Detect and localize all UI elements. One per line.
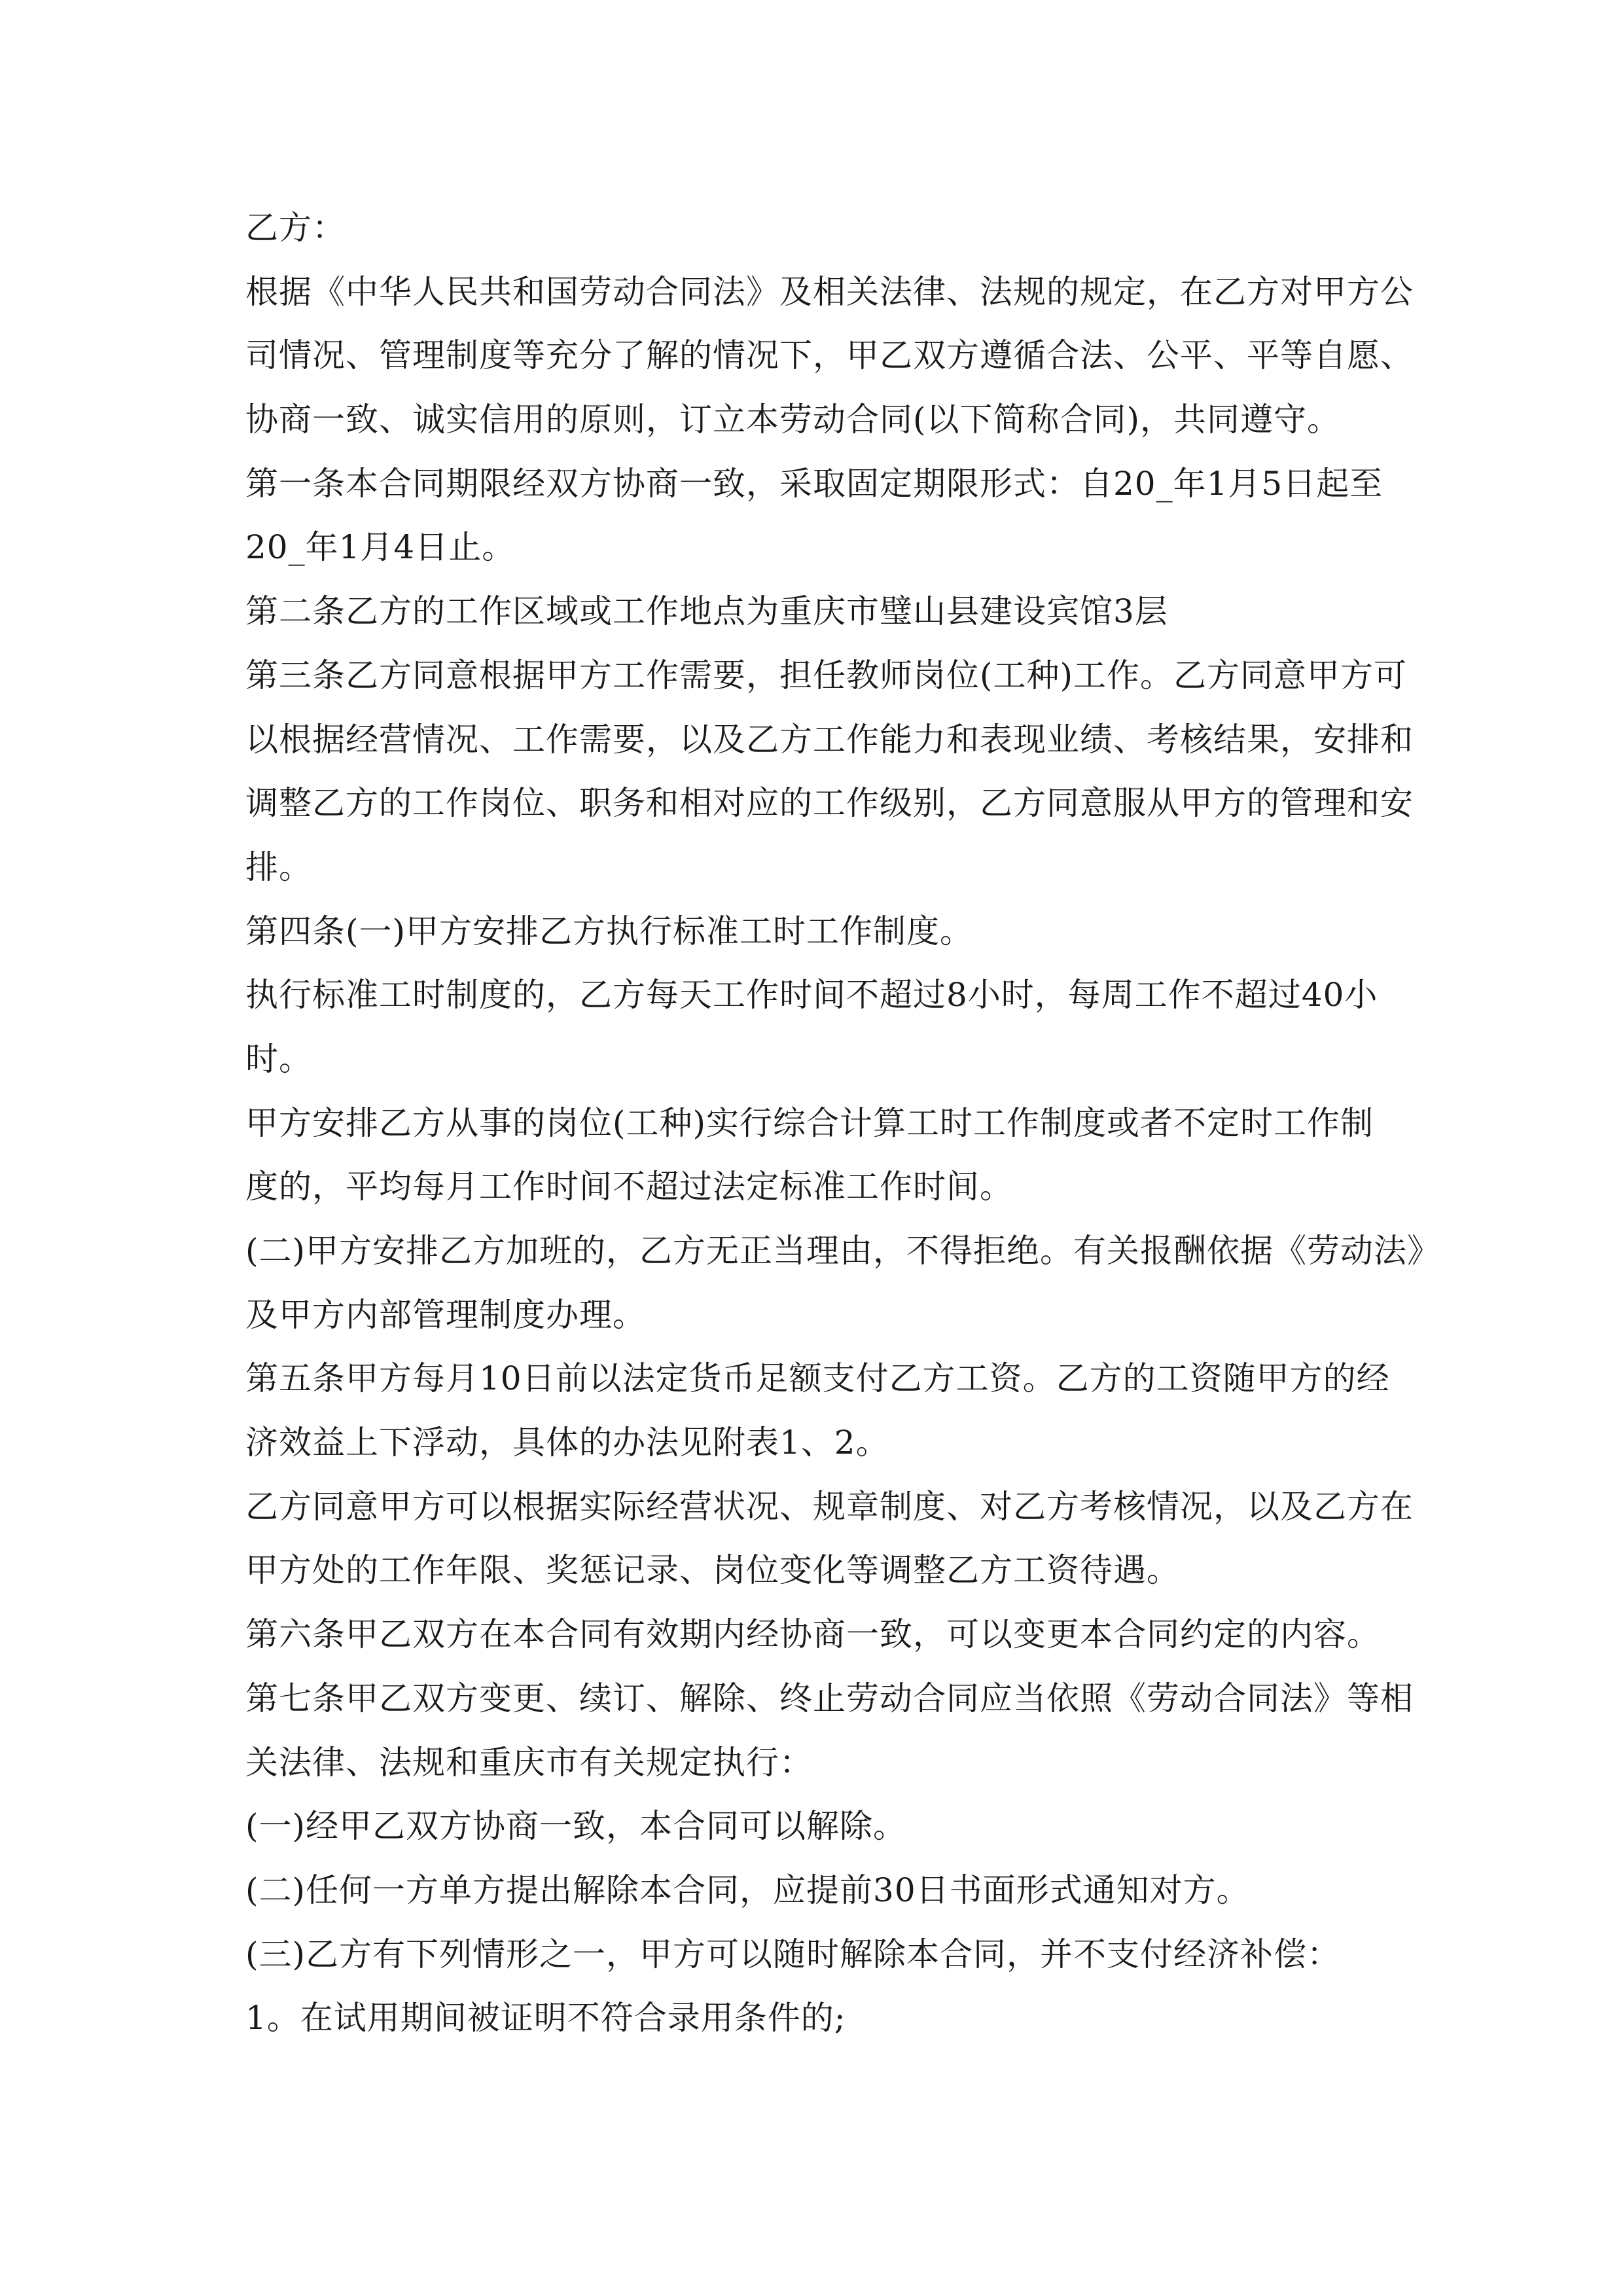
text-line: 乙方同意甲方可以根据实际经营状况、规章制度、对乙方考核情况，以及乙方在: [245, 1487, 1414, 1526]
text-line: 第六条甲乙双方在本合同有效期内经协商一致，可以变更本合同约定的内容。: [245, 1615, 1380, 1654]
text-line: 20_年1月4日止。: [245, 528, 516, 567]
text-line: 第三条乙方同意根据甲方工作需要，担任教师岗位(工种)工作。乙方同意甲方可: [245, 656, 1408, 694]
text-line: 度的，平均每月工作时间不超过法定标准工作时间。: [245, 1168, 1013, 1206]
text-line: 排。: [245, 848, 312, 886]
text-line: (二)甲方安排乙方加班的，乙方无正当理由，不得拒绝。有关报酬依据《劳动法》: [245, 1232, 1441, 1270]
text-line: 第二条乙方的工作区域或工作地点为重庆市璧山县建设宾馆3层: [245, 592, 1168, 631]
text-line: 以根据经营情况、工作需要，以及乙方工作能力和表现业绩、考核结果，安排和: [245, 720, 1414, 759]
text-line: 根据《中华人民共和国劳动合同法》及相关法律、法规的规定，在乙方对甲方公: [245, 272, 1414, 311]
text-line: 第一条本合同期限经双方协商一致，采取固定期限形式：自20_年1月5日起至: [245, 464, 1383, 503]
text-line: (一)经甲乙双方协商一致，本合同可以解除。: [245, 1807, 907, 1846]
text-line: (三)乙方有下列情形之一，甲方可以随时解除本合同，并不支付经济补偿：: [245, 1935, 1341, 1973]
text-line: 乙方：: [245, 209, 346, 247]
text-line: 关法律、法规和重庆市有关规定执行：: [245, 1743, 813, 1782]
text-line: 时。: [245, 1039, 312, 1078]
text-line: 第五条甲方每月10日前以法定货币足额支付乙方工资。乙方的工资随甲方的经: [245, 1359, 1390, 1398]
text-line: 第四条(一)甲方安排乙方执行标准工时工作制度。: [245, 912, 974, 950]
text-line: 甲方处的工作年限、奖惩记录、岗位变化等调整乙方工资待遇。: [245, 1551, 1180, 1590]
text-line: 第七条甲乙双方变更、续订、解除、终止劳动合同应当依照《劳动合同法》等相: [245, 1679, 1414, 1717]
text-line: (二)任何一方单方提出解除本合同，应提前30日书面形式通知对方。: [245, 1871, 1250, 1909]
text-line: 协商一致、诚实信用的原则，订立本劳动合同(以下简称合同)，共同遵守。: [245, 401, 1341, 439]
text-line: 司情况、管理制度等充分了解的情况下，甲乙双方遵循合法、公平、平等自愿、: [245, 336, 1414, 375]
text-line: 济效益上下浮动，具体的办法见附表1、2。: [245, 1424, 889, 1462]
text-line: 执行标准工时制度的，乙方每天工作时间不超过8小时，每周工作不超过40小: [245, 976, 1378, 1014]
contract-text-body: [245, 196, 1441, 2051]
text-line: 1。在试用期间被证明不符合录用条件的;: [245, 1999, 846, 2037]
text-line: 甲方安排乙方从事的岗位(工种)实行综合计算工时工作制度或者不定时工作制: [245, 1103, 1374, 1142]
text-line: 调整乙方的工作岗位、职务和相对应的工作级别，乙方同意服从甲方的管理和安: [245, 784, 1414, 823]
text-line: 及甲方内部管理制度办理。: [245, 1295, 646, 1334]
